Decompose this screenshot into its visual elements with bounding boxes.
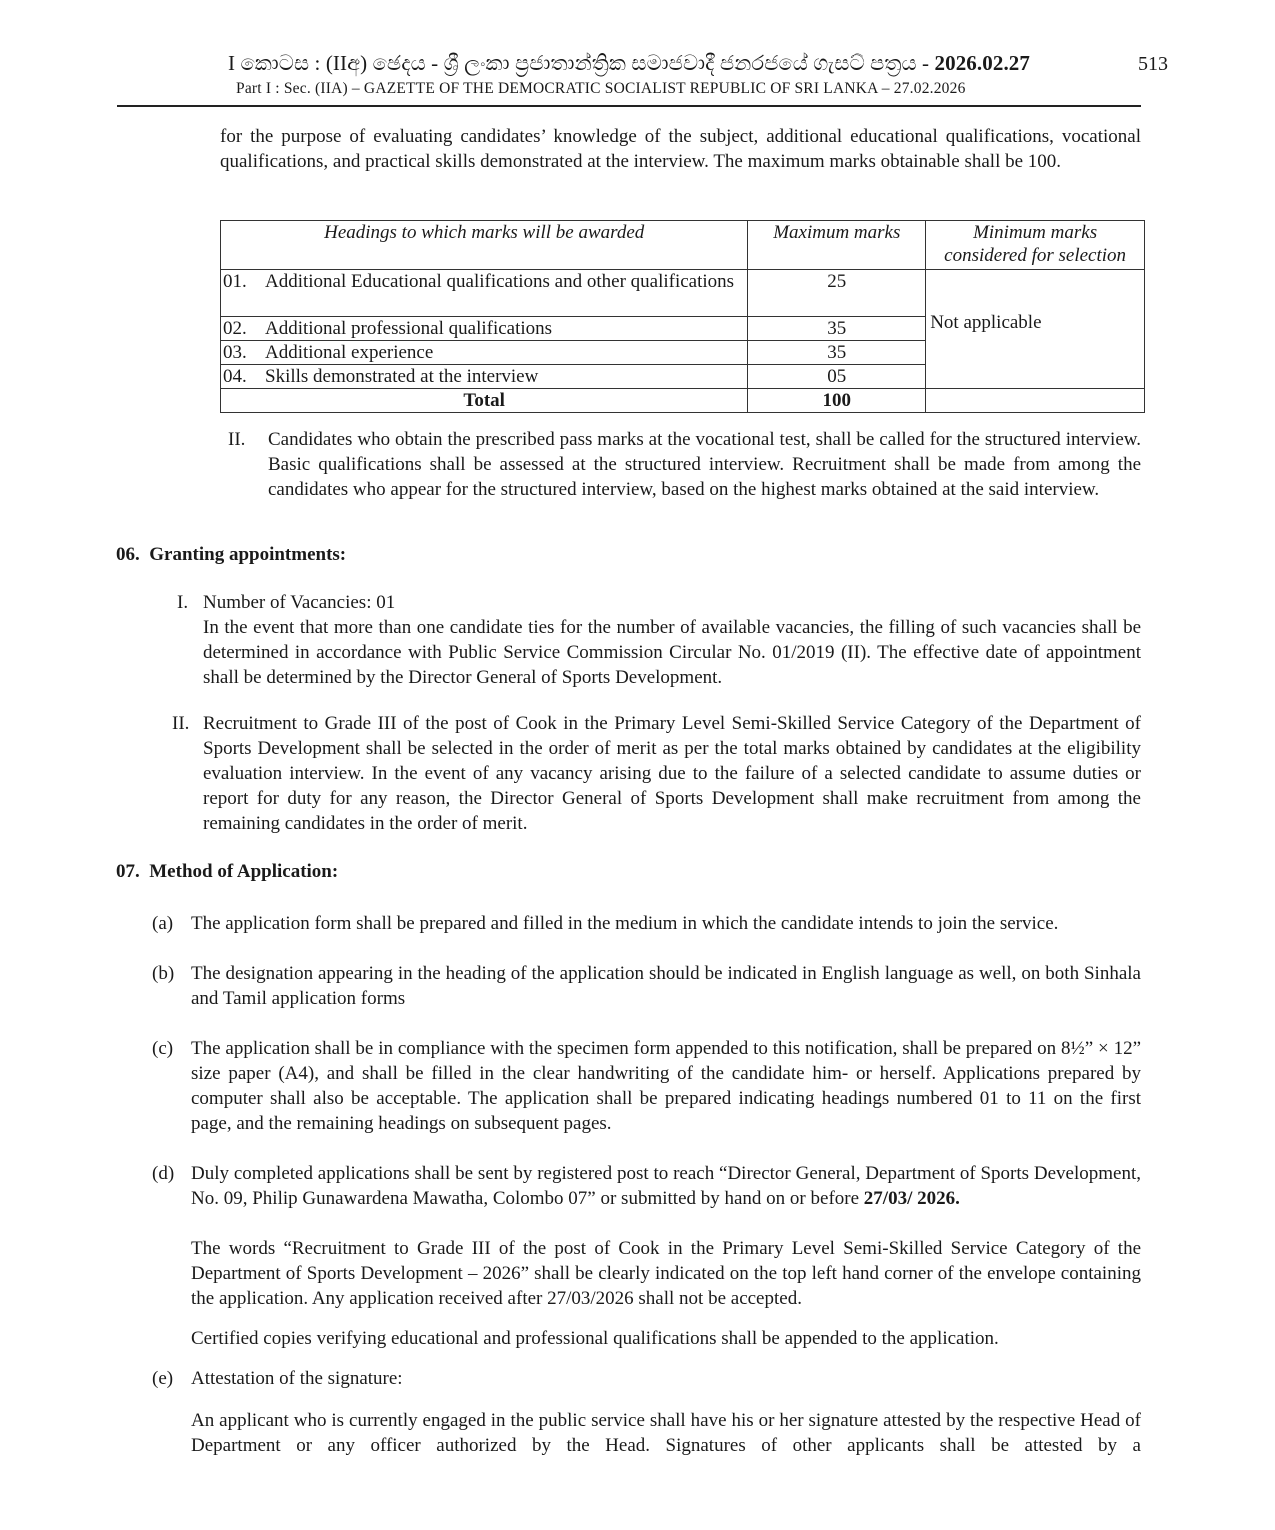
submission-paragraph — [191, 1161, 1141, 1211]
marks-table — [220, 220, 1145, 413]
attestation-paragraph: An applicant who is currently engaged in the public service shall have his or her signature attested by the respective Head of Department or any officer authorized by the Head. Signatures of other applicants shall be attested by a — [191, 1410, 1141, 1456]
recruitment-paragraph: Recruitment to Grade III of the post of Cook in the Primary Level Semi-Skilled Service Category of the Department of Sports Development shall be selected in the order of merit as per the total marks obtained by candidates at the eligibility evaluation interview. In the event of any vacancy arising due to the failure of a selected candidate to assume duties or report for duty for any reason, the Director General of Sports Development shall make recruitment from among the remaining candidates in the order of merit. — [203, 713, 1141, 834]
paper-format-paragraph: The application shall be in compliance with the specimen form appended to this notification, shall be prepared on 8½” × 12” size paper (A4), and shall be filled in the clear handwriting of the candidate him- or herself. Applications prepared by computer shall also be acceptable. The application shall be prepared indicating headings numbered 01 to 11 on the first page, and the remaining headings on subsequent pages. — [191, 1038, 1141, 1134]
table-row — [221, 270, 1145, 317]
designation-paragraph: The designation appearing in the heading of the application should be indicated in English language as well, on both Sinhala and Tamil application forms — [191, 963, 1141, 1009]
row-number: 02. — [223, 318, 247, 339]
item-label: II. — [172, 713, 190, 734]
header-divider — [117, 105, 1141, 107]
item-label: (a) — [152, 913, 174, 934]
vacancies-paragraph: In the event that more than one candidate ties for the number of available vacancies, the filling of such vacancies shall be determined in accordance with Public Service Commission Circular No. 01/2019 (II). The effective date of appointment shall be determined by the Director General of Sports Development. — [203, 617, 1141, 688]
item-label: (c) — [152, 1038, 174, 1059]
row-max-marks: 35 — [748, 341, 926, 365]
row-number: 03. — [223, 342, 247, 363]
row-heading: Skills demonstrated at the interview — [265, 366, 539, 387]
total-label: Total — [221, 389, 748, 413]
page-number: 513 — [1138, 53, 1168, 75]
item-label: (e) — [152, 1368, 174, 1389]
item-label: I. — [177, 592, 189, 613]
row-heading: Additional experience — [265, 342, 434, 363]
table-total-row — [221, 389, 1145, 413]
application-medium-paragraph: The application form shall be prepared and filled in the medium in which the candidate intends to join the service. — [191, 913, 1059, 934]
total-value: 100 — [748, 389, 926, 413]
vacancies-line: Number of Vacancies: 01 — [203, 592, 396, 613]
gazette-header-english: Part I : Sec. (IIA) – GAZETTE OF THE DEMOCRATIC SOCIALIST REPUBLIC OF SRI LANKA – 27.02.2026 — [236, 80, 966, 97]
row-number: 01. — [223, 271, 247, 292]
header-sinhala-date: 2026.02.27 — [934, 51, 1030, 75]
certified-copies-paragraph: Certified copies verifying educational and professional qualifications shall be appended to the application. — [191, 1328, 999, 1349]
header-headings: Headings to which marks will be awarded — [221, 221, 748, 270]
submission-deadline: 27/03/ 2026. — [863, 1188, 960, 1209]
item-label: (b) — [152, 963, 175, 984]
minimum-marks-cell: Not applicable — [926, 270, 1145, 389]
section-title: Granting appointments: — [149, 544, 347, 565]
submission-text: Duly completed applications shall be sent by registered post to reach “Director General, Department of Sports Development, No. 09, Philip Gunawardena Mawatha, Colombo 07” or submitted by hand on or before — [191, 1163, 1141, 1209]
section-06-heading — [116, 544, 346, 566]
header-maximum-marks: Maximum marks — [748, 221, 926, 270]
section-number: 07. — [116, 861, 140, 882]
item-label: II. — [228, 429, 246, 450]
interview-paragraph: Candidates who obtain the prescribed pass marks at the vocational test, shall be called for the structured interview. Basic qualifications shall be assessed at the structured interview. Recruitment shall be made from among the candidates who appear for the structured interview, based on the highest marks obtained at the said interview. — [268, 429, 1141, 500]
gazette-header-sinhala — [228, 51, 1030, 76]
row-max-marks: 35 — [748, 317, 926, 341]
marks-table-header-row — [221, 221, 1145, 270]
intro-paragraph: for the purpose of evaluating candidates’ knowledge of the subject, additional educational qualifications, vocational qualifications, and practical skills demonstrated at the interview. The maximum marks obtainable shall be 100. — [220, 126, 1141, 172]
row-heading: Additional Educational qualifications and other qualifications — [265, 271, 735, 292]
row-number: 04. — [223, 366, 247, 387]
envelope-paragraph: The words “Recruitment to Grade III of the post of Cook in the Primary Level Semi-Skilled Service Category of the Department of Sports Development – 2026” shall be clearly indicated on the top left hand corner of the envelope containing the application. Any application received after 27/03/2026 shall not be accepted. — [191, 1238, 1141, 1309]
section-title: Method of Application: — [149, 861, 339, 882]
section-07-heading — [116, 861, 338, 883]
row-max-marks: 25 — [748, 270, 926, 317]
header-sinhala-title: I කොටස : (IIඅ) ඡෙදය - ශ්‍රී ලංකා ප්‍රජාතාන්ත්‍රික සමාජවාදී ජනරජයේ ගැසට් පත්‍රය - — [228, 51, 930, 75]
row-max-marks: 05 — [748, 365, 926, 389]
header-minimum-marks: Minimum marks considered for selection — [926, 221, 1145, 270]
row-heading: Additional professional qualifications — [265, 318, 553, 339]
item-label: (d) — [152, 1163, 175, 1184]
section-number: 06. — [116, 544, 140, 565]
attestation-heading: Attestation of the signature: — [191, 1368, 403, 1389]
